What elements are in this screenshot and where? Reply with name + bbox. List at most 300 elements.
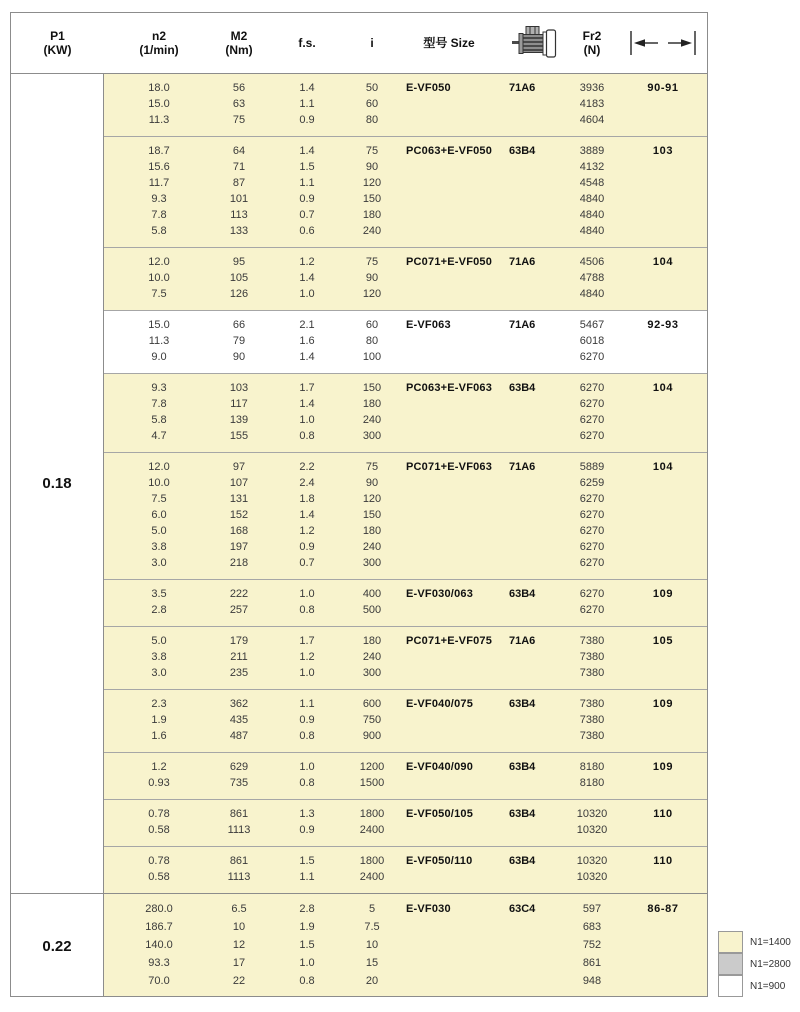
cell-pages — [620, 286, 706, 302]
table-row — [104, 270, 707, 286]
cell-pages: 104 — [652, 461, 674, 473]
cell-pages — [620, 159, 706, 175]
cell-fs: 1.0 — [299, 761, 315, 773]
header-fs: f.s. — [298, 36, 316, 50]
legend-swatch — [718, 931, 743, 953]
cell-model — [394, 555, 504, 571]
cell-fr2: 5467 — [579, 319, 605, 331]
cell-m2: 222 — [229, 588, 249, 600]
table-row — [104, 286, 707, 302]
cell-fr2: 7380 — [579, 635, 605, 647]
cell-n2: 11.3 — [148, 114, 170, 126]
cell-n2: 7.5 — [151, 493, 167, 505]
legend-item — [718, 953, 791, 975]
cell-pages — [620, 507, 706, 523]
cell-fs: 0.9 — [299, 193, 315, 205]
cell-frame — [504, 112, 564, 128]
cell-fr2: 6259 — [579, 477, 605, 489]
cell-model — [394, 649, 504, 665]
cell-i: 150 — [362, 382, 382, 394]
table-row — [104, 475, 707, 491]
cell-pages — [620, 918, 706, 936]
cell-fr2: 10320 — [576, 824, 608, 836]
cell-i: 600 — [362, 698, 382, 710]
cell-m2: 87 — [232, 177, 246, 189]
cell-model — [394, 96, 504, 112]
cell-fr2: 10320 — [576, 808, 608, 820]
cell-i: 120 — [362, 288, 382, 300]
group-list — [104, 74, 707, 893]
cell-m2: 17 — [232, 957, 246, 969]
cell-model — [394, 936, 504, 954]
table-row — [104, 412, 707, 428]
cell-m2: 107 — [229, 477, 249, 489]
cell-m2: 218 — [229, 557, 249, 569]
cell-fs: 1.1 — [299, 871, 315, 883]
cell-i: 20 — [365, 975, 379, 987]
cell-i: 1800 — [359, 808, 385, 820]
table-row — [104, 317, 707, 333]
cell-fr2: 4506 — [579, 256, 605, 268]
cell-n2: 3.0 — [151, 667, 167, 679]
cell-n2: 15.0 — [148, 319, 170, 331]
cell-m2: 257 — [229, 604, 249, 616]
cell-model: PC071+E-VF063 — [406, 461, 493, 473]
cell-fr2: 3889 — [579, 145, 605, 157]
table-row — [104, 491, 707, 507]
cell-model — [394, 428, 504, 444]
cell-i: 90 — [365, 161, 379, 173]
cell-frame — [504, 286, 564, 302]
cell-n2: 3.0 — [151, 557, 167, 569]
table-row — [104, 665, 707, 681]
cell-frame: 71A6 — [509, 319, 536, 331]
cell-frame — [504, 728, 564, 744]
cell-frame: 63B4 — [509, 808, 536, 820]
cell-n2: 0.58 — [148, 824, 170, 836]
gearbox-group — [104, 310, 707, 373]
cell-m2: 71 — [232, 161, 246, 173]
cell-model: E-VF030 — [406, 903, 451, 915]
cell-pages — [620, 96, 706, 112]
cell-frame — [504, 175, 564, 191]
table-row — [104, 539, 707, 555]
cell-m2: 113 — [230, 209, 248, 221]
cell-model — [394, 918, 504, 936]
cell-i: 180 — [362, 635, 382, 647]
cell-m2: 12 — [232, 939, 246, 951]
cell-pages — [620, 869, 706, 885]
legend-label: N1=1400 — [750, 936, 791, 948]
cell-frame — [504, 96, 564, 112]
gearbox-group — [104, 247, 707, 310]
cell-pages: 92-93 — [647, 319, 679, 331]
gearbox-group — [104, 799, 707, 846]
cell-fr2: 752 — [582, 939, 602, 951]
cell-fr2: 6270 — [579, 493, 605, 505]
cell-model: E-VF040/075 — [406, 698, 474, 710]
cell-fs: 1.5 — [299, 161, 315, 173]
cell-i: 60 — [365, 98, 379, 110]
cell-fr2: 6270 — [579, 382, 605, 394]
cell-n2: 1.9 — [151, 714, 167, 726]
table-row — [104, 223, 707, 239]
cell-fs: 1.5 — [299, 855, 315, 867]
cell-fs: 1.0 — [299, 414, 315, 426]
power-section — [11, 74, 707, 893]
cell-fs: 0.8 — [299, 975, 315, 987]
cell-pages — [620, 936, 706, 954]
table-row — [104, 853, 707, 869]
cell-n2: 7.5 — [151, 288, 167, 300]
table-row — [104, 112, 707, 128]
cell-n2: 5.0 — [151, 525, 167, 537]
cell-pages — [620, 775, 706, 791]
cell-m2: 133 — [229, 225, 249, 237]
cell-i: 400 — [362, 588, 382, 600]
cell-pages: 104 — [652, 382, 674, 394]
cell-i: 150 — [362, 509, 382, 521]
cell-m2: 126 — [229, 288, 249, 300]
header-size: 型号 Size — [423, 36, 475, 50]
cell-fs: 0.9 — [299, 824, 315, 836]
cell-m2: 861 — [229, 855, 249, 867]
cell-m2: 95 — [232, 256, 246, 268]
cell-fr2: 8180 — [579, 777, 605, 789]
cell-frame — [504, 775, 564, 791]
cell-model: E-VF050/110 — [406, 855, 473, 867]
cell-m2: 75 — [232, 114, 246, 126]
table-row — [104, 954, 707, 972]
cell-n2: 9.3 — [151, 382, 167, 394]
cell-model — [394, 475, 504, 491]
cell-frame — [504, 428, 564, 444]
legend-item — [718, 931, 791, 953]
cell-i: 2400 — [359, 871, 385, 883]
cell-m2: 64 — [232, 145, 246, 157]
cell-pages — [620, 333, 706, 349]
cell-frame: 71A6 — [509, 256, 536, 268]
cell-pages — [620, 523, 706, 539]
cell-fr2: 6018 — [579, 335, 605, 347]
table-row — [104, 712, 707, 728]
cell-n2: 280.0 — [145, 903, 173, 915]
cell-pages — [620, 428, 706, 444]
cell-model: PC063+E-VF063 — [406, 382, 493, 394]
cell-frame: 63B4 — [509, 761, 536, 773]
cell-i: 240 — [362, 651, 382, 663]
cell-fs: 0.8 — [299, 730, 315, 742]
table-row — [104, 602, 707, 618]
cell-n2: 0.58 — [148, 871, 170, 883]
cell-i: 300 — [362, 557, 382, 569]
cell-n2: 18.7 — [148, 145, 170, 157]
cell-i: 240 — [362, 414, 382, 426]
cell-model — [394, 112, 504, 128]
cell-m2: 629 — [229, 761, 249, 773]
cell-fs: 0.8 — [299, 604, 315, 616]
cell-n2: 3.5 — [151, 588, 167, 600]
spec-table — [10, 12, 708, 997]
cell-fr2: 4840 — [579, 209, 605, 221]
cell-i: 75 — [365, 256, 379, 268]
cell-fs: 1.1 — [299, 698, 315, 710]
cell-fs: 1.0 — [299, 667, 315, 679]
cell-fs: 1.7 — [299, 382, 315, 394]
cell-frame — [504, 936, 564, 954]
cell-fs: 1.4 — [299, 82, 315, 94]
cell-pages: 110 — [653, 855, 673, 867]
cell-pages — [620, 270, 706, 286]
cell-frame: 71A6 — [509, 461, 536, 473]
header-i: i — [370, 36, 374, 50]
cell-i: 80 — [365, 114, 379, 126]
cell-frame: 63B4 — [509, 145, 536, 157]
cell-model — [394, 333, 504, 349]
cell-fr2: 6270 — [579, 588, 605, 600]
cell-i: 90 — [365, 272, 379, 284]
cell-model: E-VF063 — [406, 319, 451, 331]
cell-pages — [620, 223, 706, 239]
table-row — [104, 918, 707, 936]
cell-n2: 11.7 — [148, 177, 170, 189]
cell-m2: 487 — [229, 730, 249, 742]
cell-fr2: 4183 — [579, 98, 605, 110]
cell-n2: 15.6 — [148, 161, 170, 173]
table-row — [104, 900, 707, 918]
cell-i: 120 — [362, 177, 382, 189]
cell-i: 7.5 — [364, 921, 380, 933]
cell-fs: 2.2 — [299, 461, 315, 473]
cell-model — [394, 207, 504, 223]
cell-pages: 90-91 — [647, 82, 679, 94]
cell-fs: 1.4 — [299, 398, 315, 410]
cell-model — [394, 954, 504, 972]
cell-m2: 66 — [232, 319, 246, 331]
table-row — [104, 869, 707, 885]
group-list — [104, 894, 707, 997]
cell-fr2: 4840 — [579, 288, 605, 300]
cell-frame — [504, 349, 564, 365]
header-n2 — [104, 29, 214, 57]
cell-n2: 1.6 — [151, 730, 167, 742]
cell-fs: 0.7 — [299, 209, 315, 221]
cell-model — [394, 728, 504, 744]
cell-n2: 186.7 — [145, 921, 173, 933]
cell-frame — [504, 539, 564, 555]
legend-swatch — [718, 953, 743, 975]
cell-i: 750 — [362, 714, 382, 726]
cell-fs: 1.5 — [299, 939, 315, 951]
cell-fr2: 861 — [582, 957, 602, 969]
table-row — [104, 428, 707, 444]
cell-i: 50 — [365, 82, 379, 94]
gearbox-group — [104, 136, 707, 247]
cell-model — [394, 396, 504, 412]
cell-frame — [504, 491, 564, 507]
cell-frame — [504, 972, 564, 990]
cell-i: 75 — [365, 145, 379, 157]
cell-pages — [620, 728, 706, 744]
cell-model: PC071+E-VF050 — [406, 256, 493, 268]
cell-pages — [620, 475, 706, 491]
cell-i: 15 — [365, 957, 379, 969]
cell-fs: 1.6 — [299, 335, 315, 347]
cell-pages: 109 — [652, 588, 674, 600]
cell-model: E-VF040/090 — [406, 761, 474, 773]
cell-fr2: 7380 — [579, 651, 605, 663]
cell-n2: 0.78 — [148, 808, 170, 820]
header-p1-line2: (KW) — [43, 43, 72, 57]
cell-i: 75 — [365, 461, 379, 473]
cell-m2: 63 — [232, 98, 246, 110]
cell-m2: 56 — [232, 82, 246, 94]
cell-m2: 101 — [229, 193, 249, 205]
cell-fs: 1.4 — [299, 351, 315, 363]
table-row — [104, 507, 707, 523]
cell-fs: 1.0 — [299, 288, 315, 300]
cell-fr2: 7380 — [579, 698, 605, 710]
cell-frame — [504, 822, 564, 838]
cell-model — [394, 507, 504, 523]
table-row — [104, 159, 707, 175]
cell-pages: 103 — [652, 145, 674, 157]
cell-fs: 0.9 — [299, 114, 315, 126]
table-row — [104, 806, 707, 822]
cell-fr2: 7380 — [579, 667, 605, 679]
cell-fr2: 8180 — [579, 761, 605, 773]
cell-model — [394, 665, 504, 681]
p1-value: 0.18 — [11, 74, 104, 893]
table-row — [104, 143, 707, 159]
cell-fs: 0.7 — [299, 557, 315, 569]
cell-n2: 7.8 — [151, 209, 167, 221]
cell-model — [394, 191, 504, 207]
cell-pages — [620, 396, 706, 412]
table-row — [104, 175, 707, 191]
cell-model — [394, 412, 504, 428]
cell-model: E-VF050/105 — [406, 808, 474, 820]
cell-frame — [504, 223, 564, 239]
cell-frame — [504, 712, 564, 728]
motor-icon — [504, 24, 564, 62]
cell-frame — [504, 475, 564, 491]
legend-swatch — [718, 975, 743, 997]
cell-n2: 70.0 — [148, 975, 170, 987]
cell-fs: 1.0 — [299, 957, 315, 969]
cell-frame — [504, 918, 564, 936]
cell-frame: 63B4 — [509, 588, 536, 600]
power-section — [11, 893, 707, 997]
cell-fs: 2.1 — [299, 319, 315, 331]
cell-fs: 1.8 — [299, 493, 315, 505]
header-m2-line2: (Nm) — [225, 43, 253, 57]
speed-legend — [718, 931, 791, 997]
header-m2-line1: M2 — [230, 29, 248, 43]
cell-fs: 1.1 — [299, 98, 315, 110]
cell-pages: 109 — [652, 761, 674, 773]
cell-fr2: 948 — [582, 975, 602, 987]
dimension-arrow-icon — [620, 27, 706, 59]
cell-fs: 2.4 — [299, 477, 315, 489]
cell-n2: 18.0 — [148, 82, 170, 94]
cell-model — [394, 159, 504, 175]
cell-model — [394, 286, 504, 302]
table-row — [104, 80, 707, 96]
cell-i: 180 — [362, 525, 382, 537]
cell-pages — [620, 191, 706, 207]
cell-i: 1500 — [359, 777, 385, 789]
table-body — [11, 74, 707, 997]
table-row — [104, 775, 707, 791]
cell-pages: 105 — [652, 635, 674, 647]
cell-n2: 2.3 — [151, 698, 167, 710]
cell-m2: 861 — [229, 808, 249, 820]
cell-m2: 22 — [232, 975, 246, 987]
cell-pages: 110 — [653, 808, 673, 820]
cell-frame — [504, 523, 564, 539]
cell-model — [394, 523, 504, 539]
header-fr2 — [564, 29, 620, 57]
gearbox-group — [104, 894, 707, 997]
cell-pages — [620, 649, 706, 665]
cell-frame: 63B4 — [509, 698, 536, 710]
cell-n2: 4.7 — [151, 430, 167, 442]
cell-frame — [504, 333, 564, 349]
cell-n2: 15.0 — [148, 98, 170, 110]
cell-n2: 0.93 — [148, 777, 170, 789]
cell-m2: 197 — [229, 541, 249, 553]
cell-pages — [620, 665, 706, 681]
cell-model — [394, 491, 504, 507]
table-row — [104, 728, 707, 744]
cell-m2: 10 — [232, 921, 246, 933]
cell-model — [394, 349, 504, 365]
cell-fr2: 4840 — [579, 193, 605, 205]
cell-frame — [504, 649, 564, 665]
cell-frame: 71A6 — [509, 635, 536, 647]
cell-m2: 235 — [229, 667, 249, 679]
cell-pages — [620, 491, 706, 507]
cell-fs: 1.2 — [299, 651, 315, 663]
header-n2-line2: (1/min) — [139, 43, 179, 57]
legend-label: N1=900 — [750, 980, 786, 992]
cell-m2: 735 — [229, 777, 249, 789]
cell-pages — [620, 349, 706, 365]
cell-i: 60 — [365, 319, 379, 331]
cell-n2: 9.3 — [151, 193, 167, 205]
table-row — [104, 207, 707, 223]
cell-frame — [504, 270, 564, 286]
cell-m2: 90 — [232, 351, 246, 363]
cell-pages — [620, 175, 706, 191]
table-row — [104, 586, 707, 602]
cell-fr2: 683 — [582, 921, 602, 933]
cell-n2: 11.3 — [148, 335, 170, 347]
table-row — [104, 349, 707, 365]
cell-frame — [504, 869, 564, 885]
cell-fs: 0.8 — [299, 430, 315, 442]
cell-m2: 155 — [229, 430, 249, 442]
cell-fr2: 6270 — [579, 525, 605, 537]
cell-n2: 5.8 — [151, 414, 167, 426]
cell-frame: 71A6 — [509, 82, 536, 94]
cell-i: 500 — [362, 604, 382, 616]
cell-pages — [620, 822, 706, 838]
cell-fr2: 6270 — [579, 351, 605, 363]
cell-frame — [504, 507, 564, 523]
cell-fs: 0.9 — [299, 714, 315, 726]
